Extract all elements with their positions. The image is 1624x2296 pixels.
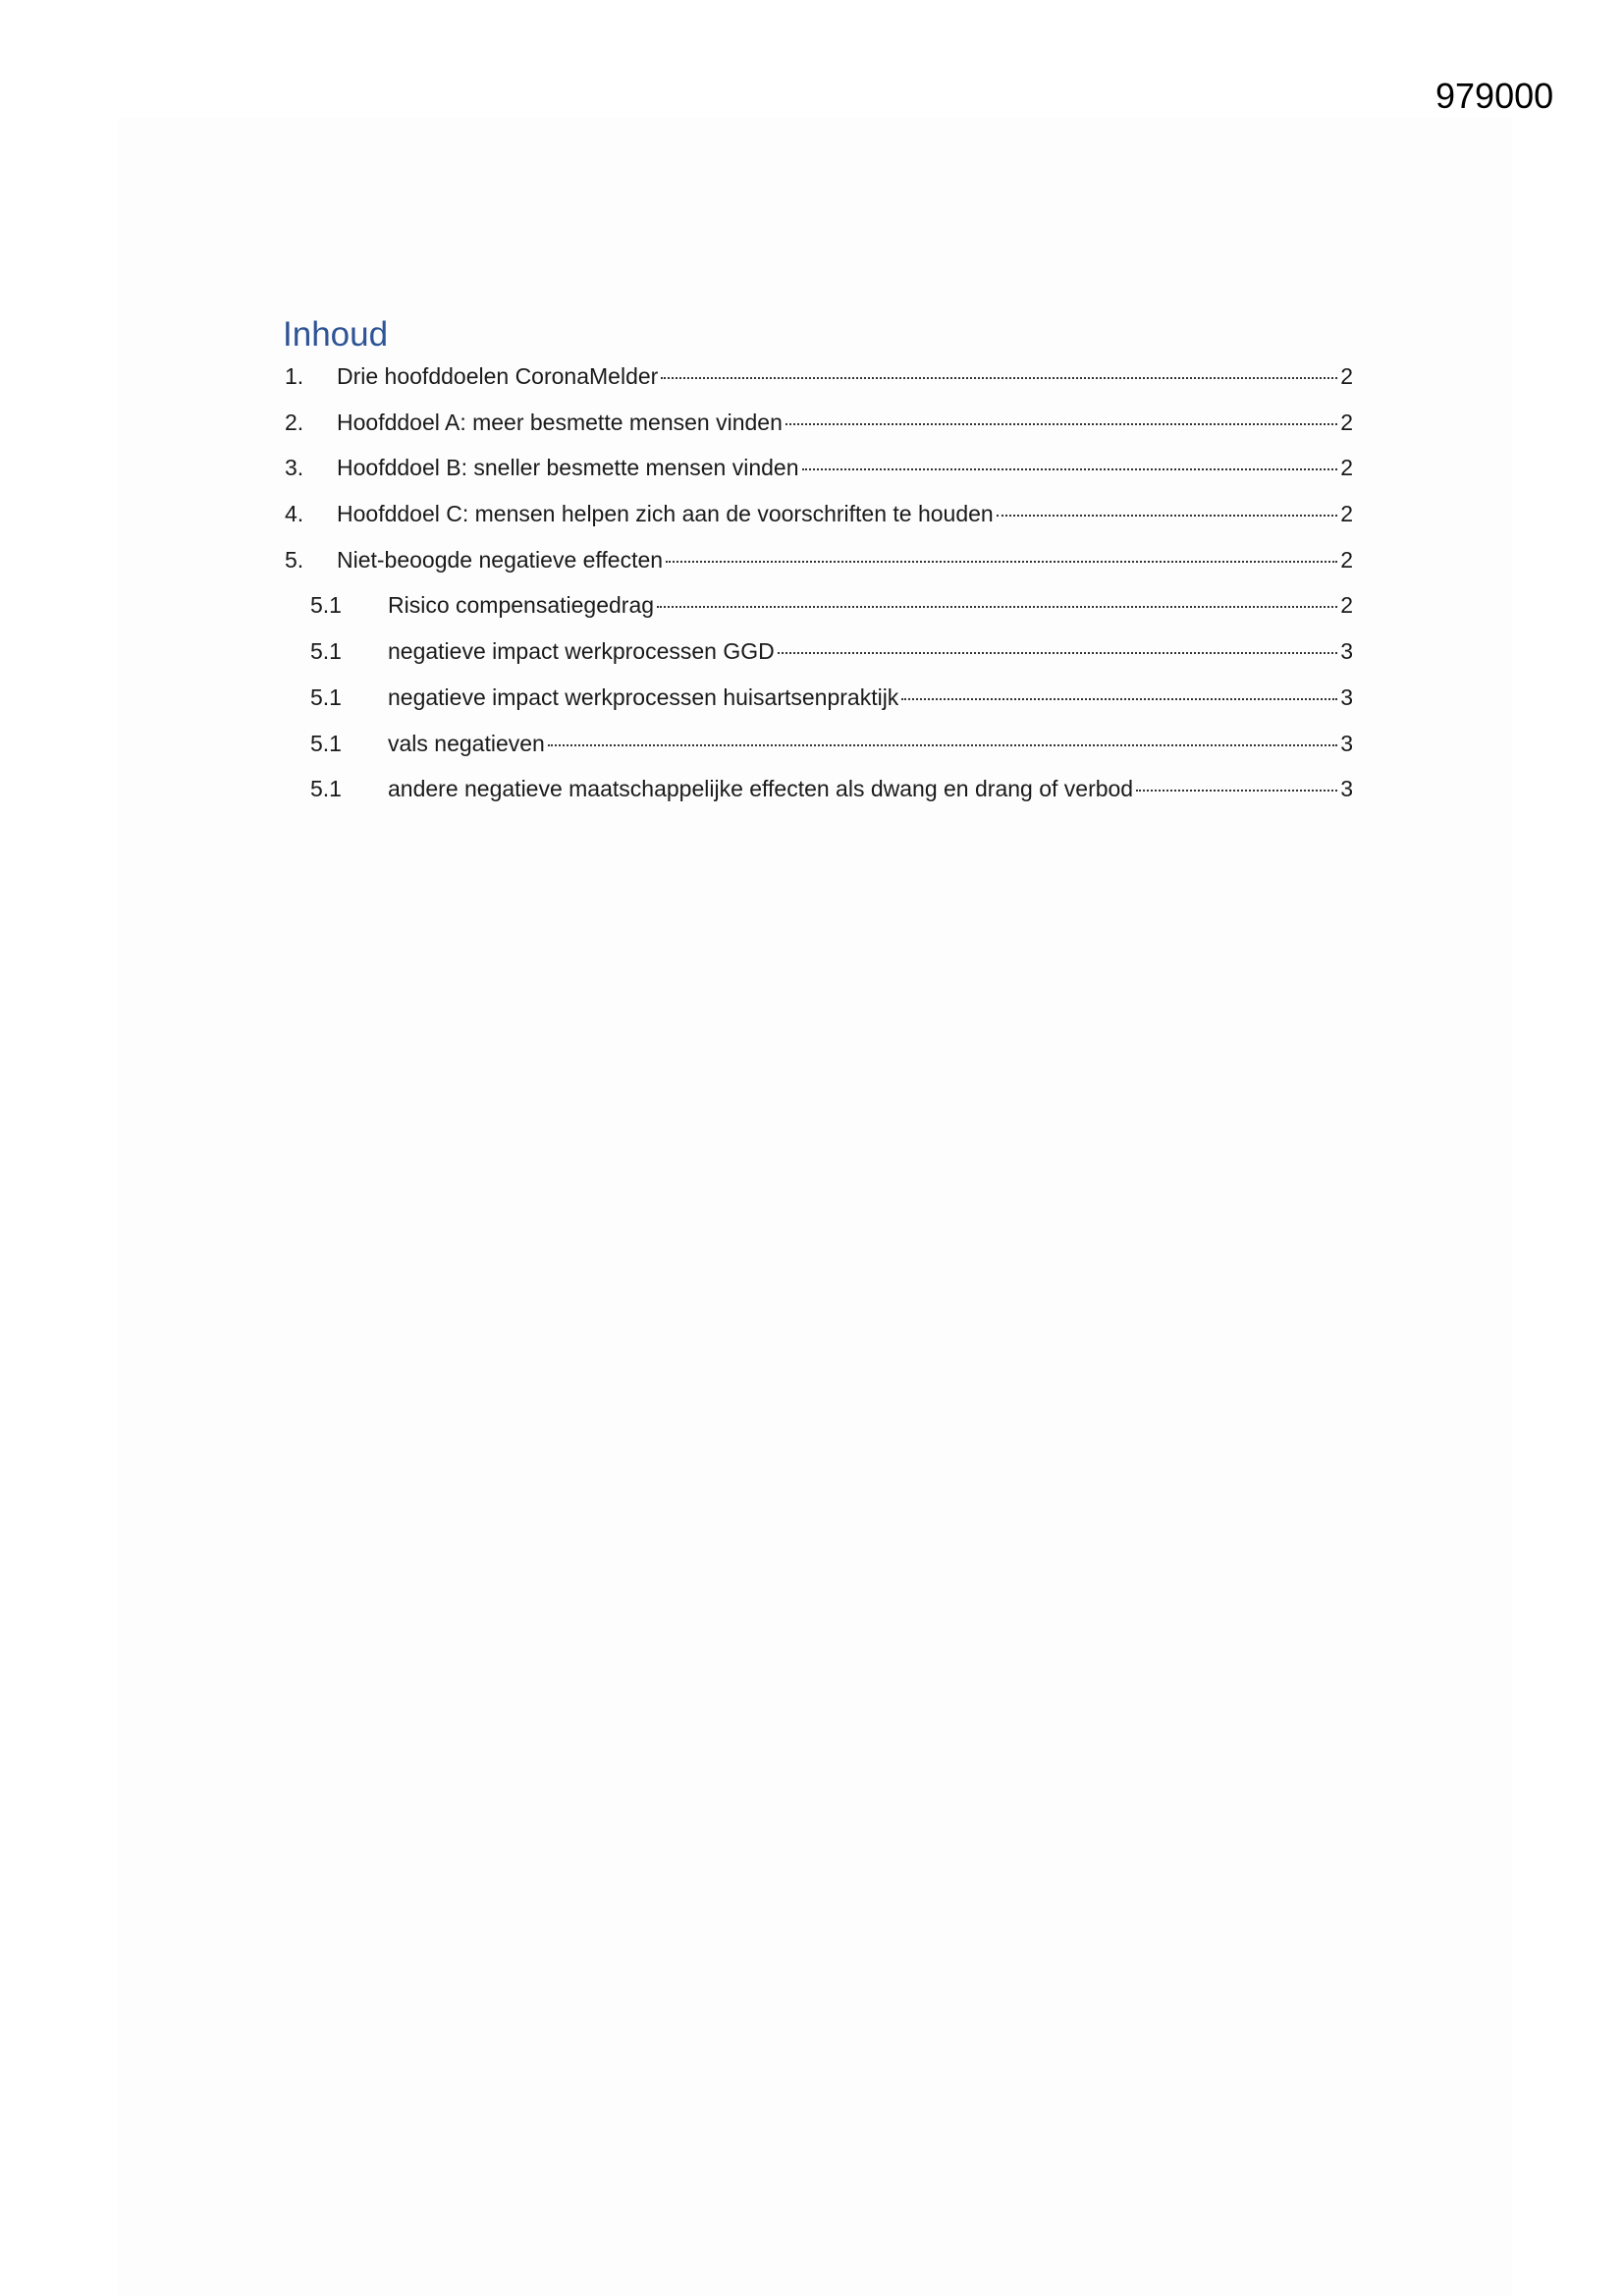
dot-leader xyxy=(548,744,1337,746)
toc-page: 2 xyxy=(1340,455,1353,481)
toc-subentry[interactable] xyxy=(285,774,1353,820)
toc-label: Hoofddoel C: mensen helpen zich aan de voorschriften te houden xyxy=(337,501,994,527)
dot-leader xyxy=(802,468,1338,470)
dot-leader xyxy=(778,652,1337,654)
toc-label: Niet-beoogde negatieve effecten xyxy=(337,546,664,573)
toc-page: 2 xyxy=(1340,501,1353,527)
toc-label: vals negatieven xyxy=(388,730,545,756)
toc-page: 2 xyxy=(1340,546,1353,573)
toc-number: 1. xyxy=(285,363,304,389)
dot-leader xyxy=(1136,790,1337,792)
toc-label: negatieve impact werkprocessen huisartsenpraktijk xyxy=(388,683,899,710)
toc-number: 5. xyxy=(285,546,304,573)
toc-entry[interactable] xyxy=(285,408,1353,454)
toc-subentry[interactable] xyxy=(285,636,1353,683)
toc-entry[interactable] xyxy=(285,499,1353,545)
toc-label: Hoofddoel A: meer besmette mensen vinden xyxy=(337,409,783,435)
dot-leader xyxy=(997,515,1337,517)
toc-title: Inhoud xyxy=(283,315,389,354)
toc-number: 5.1 xyxy=(310,638,342,665)
toc-number: 3. xyxy=(285,455,304,481)
toc-number: 5.1 xyxy=(310,730,342,756)
toc-page: 3 xyxy=(1340,683,1353,710)
toc-entry[interactable] xyxy=(285,453,1353,499)
document-number: 979000 xyxy=(1435,76,1554,116)
toc-label: Risico compensatiegedrag xyxy=(388,592,655,619)
toc-page: 2 xyxy=(1340,592,1353,619)
toc-number: 5.1 xyxy=(310,592,342,619)
toc-label: andere negatieve maatschappelijke effecten als dwang en drang of verbod xyxy=(388,776,1134,802)
dot-leader xyxy=(657,606,1337,608)
toc-number: 5.1 xyxy=(310,683,342,710)
toc-entry[interactable] xyxy=(285,361,1353,408)
toc-number: 4. xyxy=(285,501,304,527)
toc-label: negatieve impact werkprocessen GGD xyxy=(388,638,775,665)
toc-label: Hoofddoel B: sneller besmette mensen vinden xyxy=(337,455,799,481)
toc-page: 2 xyxy=(1340,409,1353,435)
toc-page: 2 xyxy=(1340,363,1353,389)
toc-entry[interactable] xyxy=(285,545,1353,591)
toc-page: 3 xyxy=(1340,776,1353,802)
toc-label: Drie hoofddoelen CoronaMelder xyxy=(337,363,659,389)
table-of-contents xyxy=(285,361,1353,820)
toc-subentry[interactable] xyxy=(285,729,1353,775)
toc-number: 2. xyxy=(285,409,304,435)
dot-leader xyxy=(901,698,1337,700)
toc-subentry[interactable] xyxy=(285,590,1353,636)
dot-leader xyxy=(785,423,1337,425)
toc-page: 3 xyxy=(1340,638,1353,665)
toc-page: 3 xyxy=(1340,730,1353,756)
dot-leader xyxy=(661,377,1337,379)
toc-number: 5.1 xyxy=(310,776,342,802)
dot-leader xyxy=(666,561,1337,563)
toc-subentry[interactable] xyxy=(285,683,1353,729)
